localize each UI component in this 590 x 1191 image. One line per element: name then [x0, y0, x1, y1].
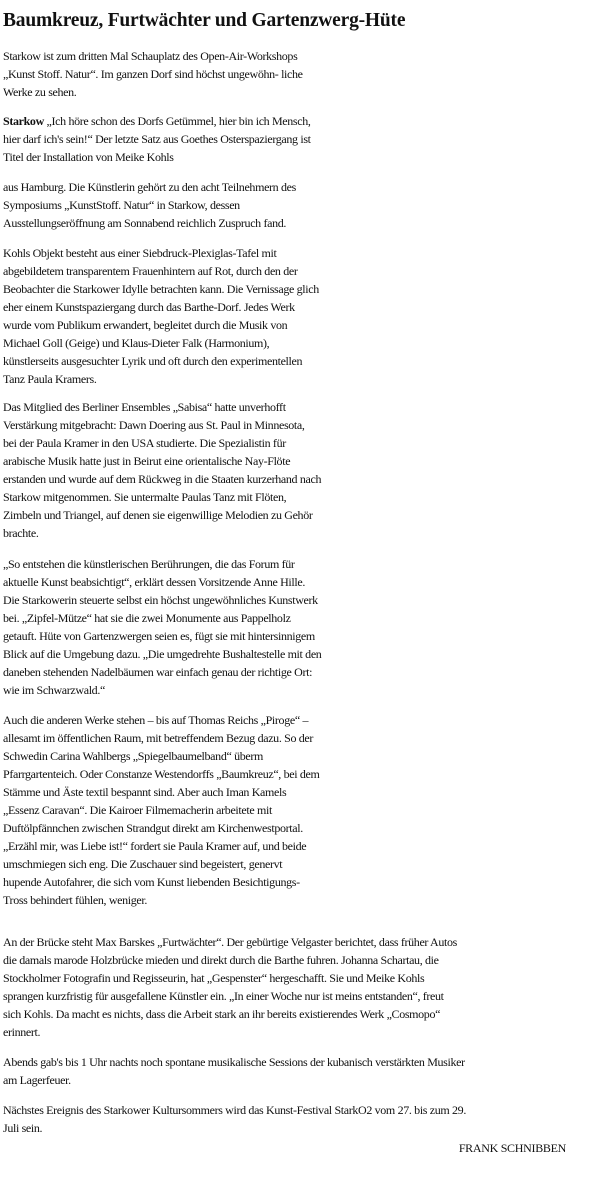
text-line: Duftölpfännchen zwischen Strandgut direkt am Kirchenwestportal. — [3, 821, 303, 835]
text-line: Tross behindert fühlen, weniger. — [3, 893, 148, 907]
text-line: eher einem Kunstspaziergang durch das Barthe-Dorf. Jedes Werk — [3, 300, 295, 314]
text-line: Blick auf die Umgebung dazu. „Die umgedrehte Bushaltestelle mit den — [3, 647, 322, 661]
text-line: Titel der Installation von Meike Kohls — [3, 150, 174, 164]
text-line: Auch die anderen Werke stehen – bis auf Thomas Reichs „Piroge“ – — [3, 713, 309, 727]
text-line: bei. „Zipfel-Mütze“ hat sie die zwei Monumente aus Pappelholz — [3, 611, 291, 625]
text-line: bei der Paula Kramer in den USA studierte. Die Spezialistin für — [3, 436, 286, 450]
text-line: Die Starkowerin steuerte selbst ein höchst ungewöhnliches Kunstwerk — [3, 593, 318, 607]
text-line: Stockholmer Fotografin und Regisseurin, hat „Gespenster“ hergeschafft. Sie und Meike Kohls — [3, 971, 425, 985]
paragraph-10 — [3, 1101, 588, 1137]
text-line: künstlerseits ausgesuchter Lyrik und oft durch den experimentellen — [3, 354, 303, 368]
text-line: wie im Schwarzwald.“ — [3, 683, 105, 697]
author-byline: FRANK SCHNIBBEN — [458, 1141, 566, 1155]
text-line: Beobachter die Starkower Idylle betrachten kann. Die Vernissage glich — [3, 282, 319, 296]
text-line: Werke zu sehen. — [3, 85, 77, 99]
text-line — [3, 112, 403, 130]
text-line: Starkow mitgenommen. Sie untermalte Paulas Tanz mit Flöten, — [3, 490, 287, 504]
text-line: allesamt im öffentlichen Raum, mit betreffendem Bezug dazu. So der — [3, 731, 314, 745]
paragraph-7 — [3, 711, 403, 909]
text-line: „Erzähl mir, was Liebe ist!“ fordert sie Paula Kramer auf, und beide — [3, 839, 307, 853]
paragraph-3 — [3, 178, 403, 232]
paragraph-8 — [3, 933, 588, 1041]
paragraph-2 — [3, 112, 403, 166]
text-line: aus Hamburg. Die Künstlerin gehört zu den acht Teilnehmern des — [3, 180, 296, 194]
text-line: umschmiegen sich eng. Die Zuschauer sind begeistert, genervt — [3, 857, 283, 871]
text-line: sprangen kurzfristig für ausgefallene Künstler ein. „In einer Woche nur ist meins entstanden“, freut — [3, 989, 444, 1003]
text-line: erinnert. — [3, 1025, 41, 1039]
text-line: „Essenz Caravan“. Die Kairoer Filmemacherin arbeitete mit — [3, 803, 272, 817]
text-line: die damals marode Holzbrücke mieden und direkt durch die Barthe fuhren. Johanna Schartau, die — [3, 953, 439, 967]
text-line: aktuelle Kunst beabsichtigt“, erklärt dessen Vorsitzende Anne Hille. — [3, 575, 306, 589]
paragraph-6 — [3, 555, 403, 699]
paragraph-4 — [3, 244, 403, 388]
paragraph-5 — [3, 398, 403, 542]
text-line: daneben stehenden Nadelbäumen war einfach genau der richtige Ort: — [3, 665, 313, 679]
text-line: hupende Autofahrer, die sich vom Kunst liebenden Besichtigungs- — [3, 875, 300, 889]
text-line: An der Brücke steht Max Barskes „Furtwächter“. Der gebürtige Velgaster berichtet, dass früher Autos — [3, 935, 457, 949]
text-line: Verstärkung mitgebracht: Dawn Doering aus St. Paul in Minnesota, — [3, 418, 305, 432]
text-line: Schwedin Carina Wahlbergs „Spiegelbaumelband“ überm — [3, 749, 263, 763]
text-line: am Lagerfeuer. — [3, 1073, 71, 1087]
text-line: brachte. — [3, 526, 39, 540]
text-line: erstanden und wurde auf dem Rückweg in die Staaten kurzerhand nach — [3, 472, 322, 486]
article-headline: Baumkreuz, Furtwächter und Gartenzwerg-Hüte — [3, 10, 406, 31]
text-line: Starkow ist zum dritten Mal Schauplatz des Open-Air-Workshops — [3, 49, 298, 63]
text-line: hier darf ich's sein!“ Der letzte Satz aus Goethes Osterspaziergang ist — [3, 132, 311, 146]
text-line: Das Mitglied des Berliner Ensembles „Sabisa“ hatte unverhofft — [3, 400, 286, 414]
text-line: Kohls Objekt besteht aus einer Siebdruck-Plexiglas-Tafel mit — [3, 246, 277, 260]
text-line: Abends gab's bis 1 Uhr nachts noch spontane musikalische Sessions der kubanisch verstärkten Musiker — [3, 1055, 465, 1069]
text-line: Nächstes Ereignis des Starkower Kultursommers wird das Kunst-Festival StarkO2 vom 27. bis zum 29. — [3, 1103, 466, 1117]
text-line: Juli sein. — [3, 1121, 43, 1135]
text-line: Michael Goll (Geige) und Klaus-Dieter Falk (Harmonium), — [3, 336, 270, 350]
text-line: Stämme und Äste textil bespannt sind. Aber auch Iman Kamels — [3, 785, 287, 799]
text-line: Symposiums „KunstStoff. Natur“ in Starkow, dessen — [3, 198, 240, 212]
text-line: abgebildetem transparentem Frauenhintern auf Rot, durch den der — [3, 264, 298, 278]
text-line: Zimbeln und Triangel, auf denen sie eigenwillige Melodien zu Gehör — [3, 508, 313, 522]
text-line: arabische Musik hatte just in Beirut eine orientalische Nay-Flöte — [3, 454, 291, 468]
paragraph-9 — [3, 1053, 588, 1089]
text-line: „Kunst Stoff. Natur“. Im ganzen Dorf sind höchst ungewöhn- liche — [3, 67, 303, 81]
text-line: Tanz Paula Kramers. — [3, 372, 97, 386]
text-line: Ausstellungseröffnung am Sonnabend reichlich Zuspruch fand. — [3, 216, 287, 230]
text-fragment: „Ich höre schon des Dorfs Getümmel, hier bin ich Mensch, — [43, 114, 311, 128]
paragraph-1 — [3, 47, 403, 101]
text-line: „So entstehen die künstlerischen Berührungen, die das Forum für — [3, 557, 295, 571]
text-line: getauft. Hüte von Gartenzwergen seien es, fügt sie mit hintersinnigem — [3, 629, 315, 643]
text-line: Pfarrgartenteich. Oder Constanze Westendorffs „Baumkreuz“, bei dem — [3, 767, 320, 781]
text-line: wurde vom Publikum erwandert, begleitet durch die Musik von — [3, 318, 288, 332]
dateline: Starkow — [3, 114, 44, 128]
text-line: sich Kohls. Da macht es nichts, dass die Arbeit stark an ihr bereits existierendes Werk „Cosmopo“ — [3, 1007, 441, 1021]
